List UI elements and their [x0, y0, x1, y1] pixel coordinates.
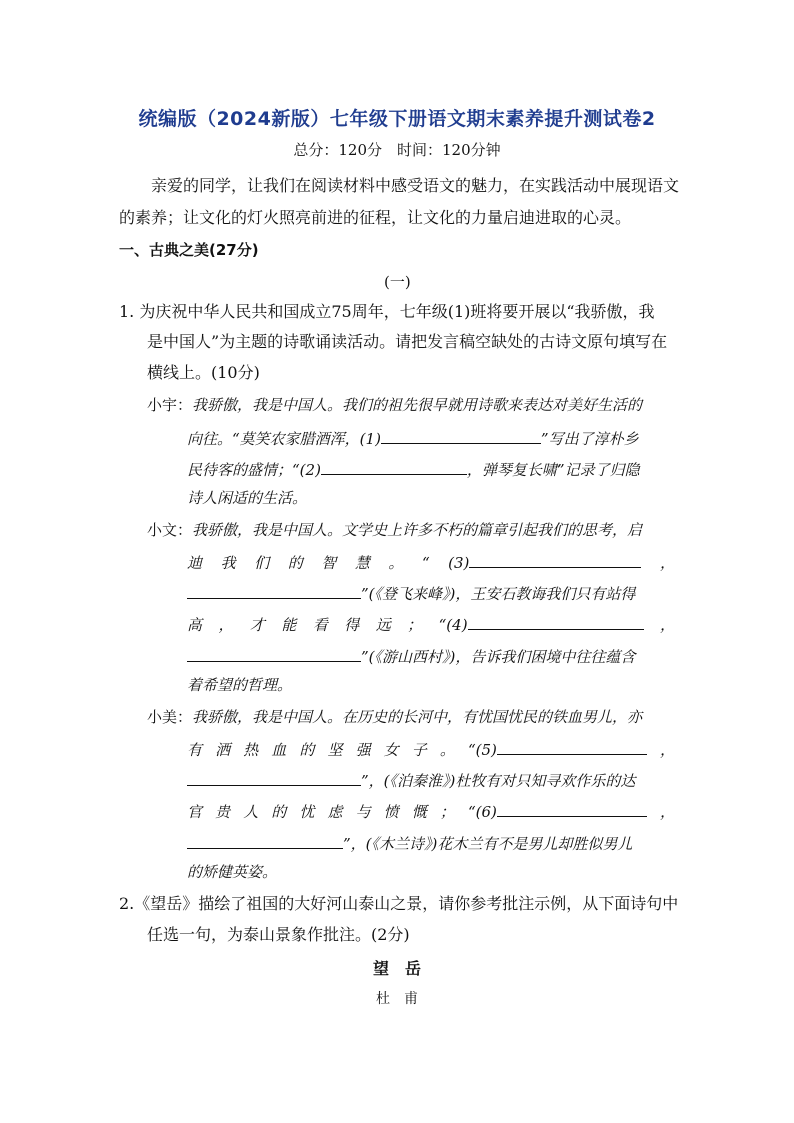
char: 子	[411, 741, 427, 759]
char: 我	[220, 554, 236, 572]
q2-line-2: 任选一句，为泰山景象作批注。(2分)	[147, 925, 410, 944]
char: 血	[271, 741, 287, 759]
char: ，	[659, 616, 675, 634]
char: 有	[187, 741, 203, 759]
xiaoyu-line-1	[147, 395, 642, 415]
xiaoyu-text-2a: 向往。“莫笑农家腊酒浑，(1)	[187, 430, 381, 448]
answer-blank-5b[interactable]	[187, 769, 361, 786]
poem-author: 杜 甫	[376, 991, 418, 1007]
char: 洒	[215, 741, 231, 759]
char: 迪	[187, 554, 203, 572]
char: 。	[439, 741, 455, 759]
char: 的	[287, 554, 303, 572]
xiaoyu-text-2b: ”写出了淳朴乡	[540, 430, 639, 448]
char: 官	[187, 803, 203, 821]
xiaowen-line-6: 着希望的哲理。	[187, 676, 293, 694]
subsection-label: (一)	[384, 273, 411, 291]
xiaoyu-line-4: 诗人闲适的生活。	[187, 489, 308, 507]
char: 智	[321, 554, 337, 572]
char: 的	[271, 803, 287, 821]
char: 热	[243, 741, 259, 759]
char: 贵	[215, 803, 231, 821]
xiaowen-line-4	[187, 613, 675, 635]
xiaomei-line-4	[187, 800, 675, 822]
answer-blank-6b[interactable]	[187, 832, 343, 849]
xiaomei-line-5	[187, 832, 632, 854]
xiaowen-line-1	[147, 520, 642, 540]
xiaoyu-text-1: 我骄傲，我是中国人。我们的祖先很早就用诗歌来表达对美好生活的	[192, 396, 643, 414]
char: 虑	[327, 803, 343, 821]
xiaomei-text-1: 我骄傲，我是中国人。在历史的长河中，有忧国忧民的铁血男儿，亦	[192, 708, 643, 726]
char: ；	[439, 803, 455, 821]
intro-line-1: 亲爱的同学，让我们在阅读材料中感受语文的魅力，在实践活动中展现语文	[151, 176, 680, 195]
char: 们	[254, 554, 270, 572]
char: ，	[659, 741, 675, 759]
answer-blank-4a[interactable]	[468, 613, 644, 630]
xiaomei-line-1	[147, 707, 642, 727]
xiaoyu-text-3a: 民待客的盛情；“(2)	[187, 461, 321, 479]
poem-title: 望 岳	[372, 959, 421, 978]
exam-meta: 总分：120分 时间：120分钟	[293, 141, 501, 159]
char: 得	[344, 616, 360, 634]
char: 女	[383, 741, 399, 759]
char: 忧	[299, 803, 315, 821]
xiaoyu-text-3b: ，弹琴复长啸”记录了归隐	[466, 461, 640, 479]
xiaomei-line-2	[187, 738, 675, 760]
char: ；	[407, 616, 423, 634]
q1-line-2: 是中国人”为主题的诗歌诵读活动。请把发言稿空缺处的古诗文原句填写在	[147, 332, 668, 351]
speaker-xiaomei: 小美：	[147, 708, 193, 726]
q1-line-3: 横线上。(10分)	[147, 363, 260, 382]
answer-blank-3b[interactable]	[187, 582, 361, 599]
xiaowen-text-5: ”(《游山西村》)，告诉我们困境中往往蕴含	[361, 648, 636, 666]
char: 愤	[383, 803, 399, 821]
char: 看	[312, 616, 328, 634]
xiaowen-line-5	[187, 645, 635, 667]
char: ，	[659, 554, 675, 572]
q1-line-1: 1. 为庆祝中华人民共和国成立75周年，七年级(1)班将要开展以“我骄傲，我	[119, 302, 655, 321]
char: 慨	[411, 803, 427, 821]
xiaowen-line-2	[187, 551, 675, 573]
blank-number-4: “(4)	[438, 616, 468, 634]
xiaomei-text-5: ”，(《木兰诗》)花木兰有不是男儿却胜似男儿	[343, 835, 633, 853]
char: 的	[299, 741, 315, 759]
char: 坚	[327, 741, 343, 759]
blank-number-3: (3)	[448, 554, 470, 572]
speaker-xiaoyu: 小宇：	[147, 396, 193, 414]
xiaomei-line-3	[187, 769, 635, 791]
q2-line-1: 2.《望岳》描绘了祖国的大好河山泰山之景，请你参考批注示例，从下面诗句中	[119, 894, 679, 913]
xiaowen-text-3: ”(《登飞来峰》)，王安石教诲我们只有站得	[361, 585, 636, 603]
section-heading: 一、古典之美(27分)	[119, 241, 259, 259]
char: “	[421, 554, 430, 572]
char: ，	[218, 616, 234, 634]
answer-blank-2[interactable]	[321, 458, 467, 475]
char: 。	[388, 554, 404, 572]
blank-number-6: “(6)	[467, 803, 497, 821]
char: 远	[375, 616, 391, 634]
answer-blank-6a[interactable]	[497, 800, 647, 817]
answer-blank-4b[interactable]	[187, 645, 361, 662]
intro-line-2: 的素养；让文化的灯火照亮前进的征程，让文化的力量启迪进取的心灵。	[119, 208, 632, 227]
blank-number-5: “(5)	[467, 741, 497, 759]
answer-blank-1[interactable]	[381, 427, 541, 444]
speaker-xiaowen: 小文：	[147, 521, 193, 539]
page-title: 统编版（2024新版）七年级下册语文期末素养提升测试卷2	[138, 108, 656, 130]
char: 强	[355, 741, 371, 759]
answer-blank-5a[interactable]	[497, 738, 647, 755]
char: 人	[243, 803, 259, 821]
xiaomei-text-3: ”，(《泊秦淮》)杜牧有对只知寻欢作乐的达	[361, 772, 636, 790]
xiaoyu-line-3	[187, 458, 640, 480]
answer-blank-3a[interactable]	[469, 551, 641, 568]
xiaomei-line-6: 的矫健英姿。	[187, 863, 278, 881]
xiaowen-line-3	[187, 582, 635, 604]
char: 慧	[354, 554, 370, 572]
char: 能	[281, 616, 297, 634]
char: 才	[249, 616, 265, 634]
xiaowen-text-1: 我骄傲，我是中国人。文学史上许多不朽的篇章引起我们的思考，启	[192, 521, 643, 539]
char: 高	[187, 616, 203, 634]
char: 与	[355, 803, 371, 821]
xiaoyu-line-2	[187, 427, 639, 449]
char: ，	[659, 803, 675, 821]
